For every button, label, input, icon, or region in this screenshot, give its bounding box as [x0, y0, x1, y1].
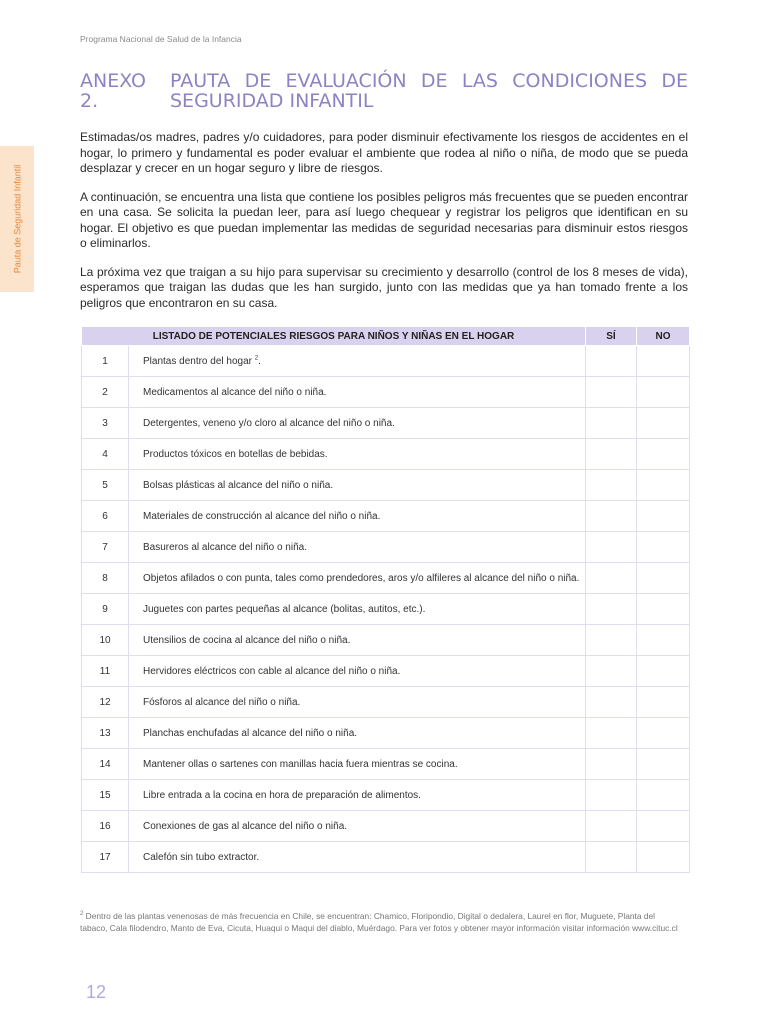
answer-no-cell[interactable] — [637, 749, 690, 780]
table-row — [82, 842, 690, 873]
table-row — [82, 439, 690, 470]
row-number: 1 — [82, 346, 129, 377]
header-no: NO — [637, 327, 690, 346]
row-risk-text — [129, 656, 586, 687]
risk-label: Productos tóxicos en botellas de bebidas. — [143, 448, 328, 460]
row-number: 7 — [82, 532, 129, 563]
answer-no-cell[interactable] — [637, 532, 690, 563]
answer-no-cell[interactable] — [637, 439, 690, 470]
table-row — [82, 749, 690, 780]
annex-number: ANEXO 2. — [80, 70, 146, 112]
answer-yes-cell[interactable] — [586, 811, 637, 842]
table-row — [82, 594, 690, 625]
row-risk-text — [129, 377, 586, 408]
row-risk-text — [129, 625, 586, 656]
running-header: Programa Nacional de Salud de la Infancia — [80, 34, 242, 44]
intro-text — [80, 130, 688, 324]
answer-no-cell[interactable] — [637, 687, 690, 718]
answer-no-cell[interactable] — [637, 346, 690, 377]
table-row — [82, 377, 690, 408]
risk-label: Bolsas plásticas al alcance del niño o niña. — [143, 479, 334, 491]
table-row — [82, 625, 690, 656]
row-risk-text — [129, 780, 586, 811]
intro-paragraph-2: A continuación, se encuentra una lista que contiene los posibles peligros más frecuentes que se pueden encontrar en una casa. Se solicita la puedan leer, para así luego chequear y registrar los peligros que identifican en su hogar. El objetivo es que puedan implementar las medidas de seguridad necesarias para disminuir estos riesgos o eliminarlos. — [80, 189, 688, 250]
risk-label: Medicamentos al alcance del niño o niña. — [143, 386, 327, 398]
answer-no-cell[interactable] — [637, 563, 690, 594]
row-risk-text — [129, 811, 586, 842]
row-risk-text — [129, 749, 586, 780]
table-row — [82, 687, 690, 718]
answer-yes-cell[interactable] — [586, 594, 637, 625]
row-number: 11 — [82, 656, 129, 687]
row-risk-text — [129, 687, 586, 718]
answer-yes-cell[interactable] — [586, 501, 637, 532]
answer-yes-cell[interactable] — [586, 718, 637, 749]
side-tab-label: Pauta de Seguridad Infantil — [12, 164, 22, 274]
answer-no-cell[interactable] — [637, 501, 690, 532]
footnote — [80, 910, 680, 934]
row-number: 13 — [82, 718, 129, 749]
answer-no-cell[interactable] — [637, 377, 690, 408]
answer-yes-cell[interactable] — [586, 749, 637, 780]
footnote-text: Dentro de las plantas venenosas de más frecuencia en Chile, se encuentran: Chamico, Floripondio, Digital o dedalera, Laurel en flor, Muguete, Planta del tabaco, Cala filodendro, Manto de Eva, Cicuta, Huaqui o Maqui del diablo, Muérdago. Para ver fotos y obtener mayor información visitar información www.cituc.cl — [80, 911, 678, 933]
row-number: 17 — [82, 842, 129, 873]
table-header-row — [82, 327, 690, 346]
row-risk-text — [129, 842, 586, 873]
row-risk-text — [129, 594, 586, 625]
row-number: 14 — [82, 749, 129, 780]
row-number: 16 — [82, 811, 129, 842]
answer-yes-cell[interactable] — [586, 408, 637, 439]
answer-yes-cell[interactable] — [586, 656, 637, 687]
answer-no-cell[interactable] — [637, 780, 690, 811]
answer-yes-cell[interactable] — [586, 532, 637, 563]
answer-no-cell[interactable] — [637, 594, 690, 625]
table-row — [82, 346, 690, 377]
risk-label: Basureros al alcance del niño o niña. — [143, 541, 307, 553]
table-row — [82, 501, 690, 532]
answer-no-cell[interactable] — [637, 625, 690, 656]
table-row — [82, 718, 690, 749]
row-number: 6 — [82, 501, 129, 532]
answer-no-cell[interactable] — [637, 470, 690, 501]
risk-label: Calefón sin tubo extractor. — [143, 851, 260, 863]
table-row — [82, 656, 690, 687]
risk-label: Planchas enchufadas al alcance del niño o niña. — [143, 727, 358, 739]
intro-paragraph-3: La próxima vez que traigan a su hijo para supervisar su crecimiento y desarrollo (control de los 8 meses de vida), esperamos que traigan las dudas que les han surgido, junto con las medidas que ya han tomado frente a los peligros que encontraron en su casa. — [80, 264, 688, 310]
row-number: 2 — [82, 377, 129, 408]
footnote-reference: 2 — [254, 355, 259, 362]
row-risk-text — [129, 439, 586, 470]
answer-yes-cell[interactable] — [586, 563, 637, 594]
answer-yes-cell[interactable] — [586, 439, 637, 470]
row-risk-text — [129, 470, 586, 501]
side-tab — [0, 146, 34, 292]
page-number: 12 — [86, 982, 107, 1002]
table-row — [82, 470, 690, 501]
answer-yes-cell[interactable] — [586, 842, 637, 873]
table-row — [82, 532, 690, 563]
row-risk-text: Plantas dentro del hogar $^2$. — [129, 346, 586, 377]
answer-yes-cell[interactable] — [586, 780, 637, 811]
answer-yes-cell[interactable] — [586, 346, 637, 377]
answer-no-cell[interactable] — [637, 408, 690, 439]
row-number: 3 — [82, 408, 129, 439]
risk-label: Materiales de construcción al alcance del niño o niña. — [143, 510, 381, 522]
answer-yes-cell[interactable] — [586, 687, 637, 718]
page-title — [80, 71, 688, 111]
answer-no-cell[interactable] — [637, 842, 690, 873]
row-risk-text — [129, 408, 586, 439]
table-row — [82, 408, 690, 439]
risk-label: Juguetes con partes pequeñas al alcance (bolitas, autitos, etc.). — [143, 603, 426, 615]
header-list: LISTADO DE POTENCIALES RIESGOS PARA NIÑOS Y NIÑAS EN EL HOGAR — [82, 327, 586, 346]
footnote-marker: 2 — [80, 911, 84, 918]
risk-label: Utensilios de cocina al alcance del niño o niña. — [143, 634, 351, 646]
row-number: 10 — [82, 625, 129, 656]
risk-label: Mantener ollas o sartenes con manillas hacia fuera mientras se cocina. — [143, 758, 458, 770]
risk-label: Plantas dentro del hogar — [143, 355, 252, 367]
risk-label: Objetos afilados o con punta, tales como prendedores, aros y/o alfileres al alcance del niño o niña. — [143, 572, 580, 584]
annex-title: PAUTA DE EVALUACIÓN DE LAS CONDICIONES DE SEGURIDAD INFANTIL — [170, 70, 688, 112]
row-number: 5 — [82, 470, 129, 501]
answer-no-cell[interactable] — [637, 718, 690, 749]
answer-no-cell[interactable] — [637, 656, 690, 687]
answer-yes-cell[interactable] — [586, 470, 637, 501]
answer-yes-cell[interactable] — [586, 377, 637, 408]
row-risk-text — [129, 532, 586, 563]
intro-paragraph-1: Estimadas/os madres, padres y/o cuidadores, para poder disminuir efectivamente los riesgos de accidentes en el hogar, lo primero y fundamental es poder evaluar el ambiente que rodea al niño o niña, de modo que se pueda desplazar y crecer en un hogar seguro y libre de riesgos. — [80, 130, 688, 175]
risk-label: Fósforos al alcance del niño o niña. — [143, 696, 301, 708]
risk-label: Conexiones de gas al alcance del niño o niña. — [143, 820, 348, 832]
table-row — [82, 811, 690, 842]
risk-checklist-table — [81, 326, 690, 873]
row-number: 12 — [82, 687, 129, 718]
row-number: 15 — [82, 780, 129, 811]
row-number: 9 — [82, 594, 129, 625]
table-row — [82, 563, 690, 594]
risk-label: Detergentes, veneno y/o cloro al alcance del niño o niña. — [143, 417, 395, 429]
answer-yes-cell[interactable] — [586, 625, 637, 656]
row-risk-text — [129, 718, 586, 749]
row-risk-text — [129, 501, 586, 532]
answer-no-cell[interactable] — [637, 811, 690, 842]
row-number: 8 — [82, 563, 129, 594]
risk-label: Libre entrada a la cocina en hora de preparación de alimentos. — [143, 789, 421, 801]
header-yes: SÍ — [586, 327, 637, 346]
row-risk-text — [129, 563, 586, 594]
risk-label: Hervidores eléctricos con cable al alcance del niño o niña. — [143, 665, 401, 677]
table-row — [82, 780, 690, 811]
row-number: 4 — [82, 439, 129, 470]
